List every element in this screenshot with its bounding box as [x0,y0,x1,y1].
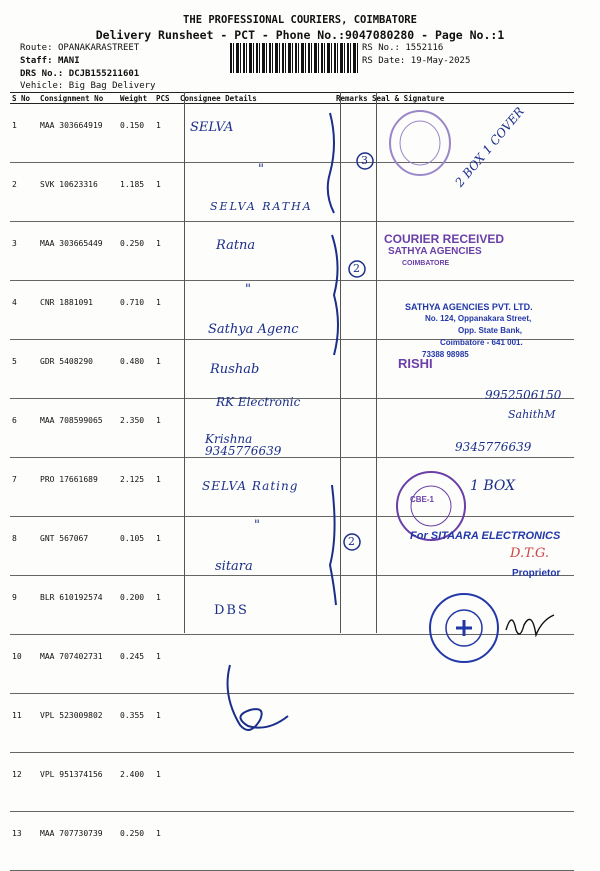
remark-row-5: 2 [353,262,360,275]
pcs-cell: 1 [154,753,178,812]
pcs-cell: 1 [154,635,178,694]
table-row [10,222,574,281]
pcs-cell: 1 [154,399,178,458]
consignee-hand: SELVA RATHA [210,200,313,213]
weight-cell: 2.400 [118,753,154,812]
courier-received-agency: SATHYA AGENCIES [388,246,482,257]
consignment-cell: MAA 707402731 [38,635,118,694]
rs-date-label: RS Date: [362,56,406,66]
consignee-hand: " [258,162,264,177]
rs-no-value: 1552116 [405,43,444,53]
signature-row-1: 2 BOX 1 COVER [452,104,527,190]
consignment-cell: BLR 610192574 [38,576,118,635]
consignee-cell [178,753,334,812]
col-seal: Seal & Signature [370,93,574,104]
col-consignment: Consignment No [38,93,118,104]
remarks-cell [334,635,370,694]
runsheet-subtitle: Delivery Runsheet - PCT - Phone No.:9047080280 - Page No.:1 [95,28,505,42]
company-title: THE PROFESSIONAL COURIERS, COIMBATORE [183,14,417,26]
consignee-hand: Ratna [216,238,256,253]
pcs-cell: 1 [154,281,178,340]
sno-cell: 5 [10,340,38,399]
signature-row-9: 9345776639 [455,440,532,454]
remark-row-11: 2 [348,535,355,548]
pcs-cell: 1 [154,576,178,635]
proprietor-label: Proprietor [512,568,561,579]
consignee-cell [178,222,334,281]
consignment-cell: PRO 17661689 [38,458,118,517]
seal-cell [370,694,574,753]
rs-no-label: RS No.: [362,43,400,53]
drs-line [20,69,139,79]
dbs-seal [426,590,576,670]
consignee-hand: " [245,282,251,297]
selvarathna-seal-city: CBE-1 [410,495,435,504]
sno-cell: 12 [10,753,38,812]
pcs-cell: 1 [154,694,178,753]
consignment-cell: GDR 5408290 [38,340,118,399]
sathya-stamp-addr2: Opp. State Bank, [458,326,523,335]
consignment-cell: VPL 523009802 [38,694,118,753]
consignee-hand: SELVA Rating [202,479,299,493]
signature-name: SahithM [508,408,556,421]
table-header-row [10,93,574,104]
sno-cell: 3 [10,222,38,281]
drs-value: DCJB155211601 [68,69,140,79]
col-pcs: PCS [154,93,178,104]
col-remarks: Remarks [334,93,370,104]
consignment-cell: SVK 10623316 [38,163,118,222]
consignee-cell [178,812,334,871]
pcs-cell: 1 [154,812,178,871]
bottom-signature [210,655,310,745]
sno-cell: 8 [10,517,38,576]
weight-cell: 0.105 [118,517,154,576]
sathya-stamp-addr3: Coimbatore - 641 001. [440,338,523,347]
rs-no-line [362,43,443,53]
pcs-cell: 1 [154,163,178,222]
consignee-hand: Krishna 9345776639 [205,432,282,458]
signature-row-10: 1 BOX [470,478,516,494]
route-value: OPANAKARASTREET [57,43,140,53]
col-consignee: Consignee Details [178,93,334,104]
consignee-cell [178,576,334,635]
remark-row-2: 3 [361,154,368,167]
weight-cell: 0.250 [118,222,154,281]
vehicle-value: Big Bag Delivery [68,81,156,91]
col-divider [184,92,185,633]
courier-received-stamp: COURIER RECEIVED [384,232,505,246]
remarks-cell [334,753,370,812]
consignee-hand: " [254,518,260,533]
rs-date-line [362,56,470,66]
vehicle-label: Vehicle: [20,81,64,91]
consignee-hand: Sathya Agenc [208,322,299,337]
consignment-cell: CNR 1881091 [38,281,118,340]
consignment-cell: MAA 303665449 [38,222,118,281]
seal-cell [370,812,574,871]
remarks-cell [334,812,370,871]
pcs-cell: 1 [154,458,178,517]
consignment-cell: MAA 708599065 [38,399,118,458]
consignment-cell: VPL 951374156 [38,753,118,812]
consignee-hand: SELVA [190,120,234,135]
weight-cell: 0.250 [118,812,154,871]
weight-cell: 0.150 [118,104,154,163]
sno-cell: 9 [10,576,38,635]
signature-phone: 9952506150 [485,388,562,402]
remarks-cell [334,694,370,753]
route-line [20,43,139,53]
weight-cell: 0.200 [118,576,154,635]
rs-date-value: 19-May-2025 [410,56,471,66]
sno-cell: 11 [10,694,38,753]
sno-cell: 7 [10,458,38,517]
sno-cell: 2 [10,163,38,222]
sno-cell: 4 [10,281,38,340]
sno-cell: 13 [10,812,38,871]
weight-cell: 0.710 [118,281,154,340]
sitaara-stamp: For SITAARA ELECTRONICS [410,530,561,542]
barcode [230,43,358,73]
weight-cell: 2.125 [118,458,154,517]
pcs-cell: 1 [154,104,178,163]
sno-cell: 6 [10,399,38,458]
drs-label: DRS No.: [20,69,64,79]
consignment-cell: MAA 707730739 [38,812,118,871]
sathya-stamp-addr1: No. 124, Oppanakara Street, [425,314,532,323]
staff-value: MANI [57,56,80,66]
pcs-cell: 1 [154,517,178,576]
sno-cell: 1 [10,104,38,163]
consignment-cell: GNT 567067 [38,517,118,576]
col-weight: Weight [118,93,154,104]
sno-cell: 10 [10,635,38,694]
table-row [10,753,574,812]
table-row [10,517,574,576]
col-sno: S No [10,93,38,104]
sathya-stamp-phone: 73388 98985 [422,350,469,359]
weight-cell: 1.185 [118,163,154,222]
rishi-stamp: RISHI [398,356,433,371]
sathya-stamp-name: SATHYA AGENCIES PVT. LTD. [405,302,533,312]
consignee-hand: sitara [215,559,253,574]
weight-cell: 0.355 [118,694,154,753]
consignee-hand: DBS [214,603,249,618]
weight-cell: 0.480 [118,340,154,399]
consignee-hand: RK Electronic [216,395,301,409]
staff-label: Staff: [20,56,53,66]
pcs-cell: 1 [154,340,178,399]
seal-cell [370,753,574,812]
weight-cell: 2.350 [118,399,154,458]
table-row [10,812,574,871]
sitaara-signature: D.T.G. [510,546,550,561]
consignee-hand: Rushab [210,362,260,377]
staff-line [20,56,80,66]
courier-received-city: COIMBATORE [402,260,450,267]
pcs-cell: 1 [154,222,178,281]
vehicle-line [20,81,155,91]
consignment-cell: MAA 303664919 [38,104,118,163]
weight-cell: 0.245 [118,635,154,694]
route-label: Route: [20,43,53,53]
